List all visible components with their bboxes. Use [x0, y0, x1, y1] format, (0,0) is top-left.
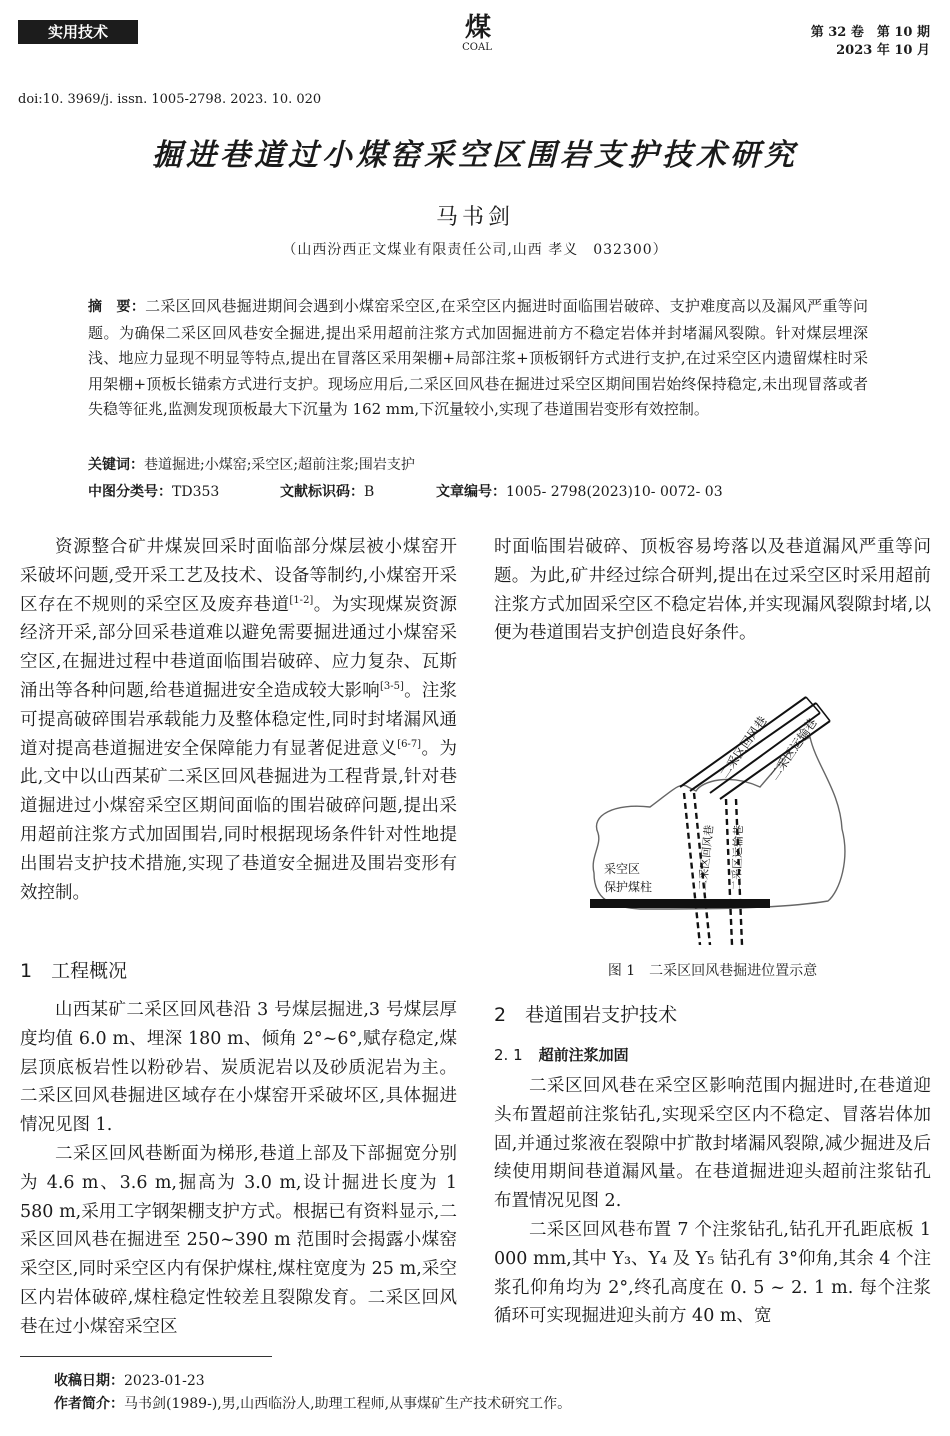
- clc-value: TD353: [172, 484, 220, 500]
- clc-label: 中图分类号：: [88, 484, 172, 500]
- received-value: 2023-01-23: [124, 1373, 205, 1389]
- doc-label: 文献标识码：: [280, 484, 364, 500]
- abstract-label: 摘 要：: [88, 299, 146, 315]
- section-1-heading: 1 工程概况: [20, 960, 128, 982]
- protection-pillar: [590, 899, 770, 908]
- figure-1-caption: 图 1 二采区回风巷掘进位置示意: [607, 963, 818, 979]
- intro-text-d: 。为此,文中以山西某矿二采区回风巷掘进为工程背景,针对巷道掘进过小煤窑采空区期间面临的围岩破碎问题,提出采用超前注浆方式加固围岩,同时根据现场条件针对性地提出围岩支护技术措施,实现了巷道安全掘进及围岩变形有效控制。: [20, 738, 457, 903]
- author-affiliation: （山西汾西正文煤业有限责任公司,山西 孝义 032300）: [282, 242, 668, 258]
- keywords-label: 关键词：: [88, 457, 144, 473]
- intro-text-b: 。为实现煤炭资源经济开采,部分回采巷道难以避免需要掘进通过小煤窑采空区,在掘进过程中巷道面临围岩破碎、应力复杂、瓦斯涌出等各种问题,给巷道掘进安全造成较大影响: [20, 594, 458, 701]
- section-2-1-paragraph-1: 二采区回风巷在采空区影响范围内掘进时,在巷道迎头布置超前注浆钻孔,实现采空区内不稳定、冒落岩体加固,并通过浆液在裂隙中扩散封堵漏风裂隙,减少掘进及后续使用期间巷道漏风量。在巷道掘进迎头超前注浆钻孔布置情况见图 2.: [494, 1076, 931, 1212]
- author-bio-label: 作者简介：: [54, 1396, 124, 1412]
- journal-logo: [448, 14, 506, 54]
- column-2-top: [494, 533, 931, 648]
- author-bio: [54, 1393, 571, 1413]
- section-1-body: [20, 996, 457, 1342]
- keywords-text: 巷道掘进;小煤窑;采空区;超前注浆;围岩支护: [144, 457, 415, 473]
- continued-paragraph: 时面临围岩破碎、顶板容易垮落以及巷道漏风严重等问题。为此,矿井经过综合研判,提出在过采空区时采用超前注浆方式加固采空区不稳定岩体,并实现漏风裂隙封堵,以便为巷道围岩支护创造良好条件。: [494, 537, 931, 644]
- author-name: 马书剑: [435, 205, 514, 230]
- journal-logo-mark: 煤: [464, 13, 489, 43]
- keywords: [88, 454, 415, 474]
- figure-1-diagram: [580, 695, 850, 945]
- paper-title: 掘进巷道过小煤窑采空区围岩支护技术研究: [152, 138, 798, 173]
- volume-info: [811, 24, 930, 60]
- intro-text-a: 资源整合矿井煤炭回采时面临部分煤层被小煤窑开采破坏问题,受开采工艺及技术、设备等制约,小煤窑开采区存在不规则的采空区及废弃巷道: [20, 537, 457, 615]
- abstract-text: 二采区回风巷掘进期间会遇到小煤窑采空区,在采空区内掘进时面临围岩破碎、支护难度高以及漏风严重等问题。为确保二采区回风巷安全掘进,提出采用超前注浆方式加固掘进前方不稳定岩体并封堵漏风裂隙。针对煤层埋深浅、地应力显现不明显等特点,提出在冒落区采用架棚+局部注浆+顶板钢钎方式进行支护,在过采空区内遗留煤柱时采用架棚+顶板长锚索方式进行支护。现场应用后,二采区回风巷在掘进过采空区期间围岩始终保持稳定,未出现冒落或者失稳等征兆,监测发现顶板最大下沉量为 162 mm,下沉量较小,实现了巷道围岩变形有效控制。: [88, 297, 869, 418]
- citation: [6-7]: [397, 738, 422, 750]
- intro-paragraph: [20, 533, 457, 907]
- label-pillar-2: 保护煤柱: [604, 880, 653, 894]
- label-branch-return: 二采区回风巷: [696, 824, 716, 892]
- section-2-1-number: 2. 1: [494, 1046, 523, 1064]
- doc-value: B: [364, 484, 375, 500]
- label-pillar-1: 采空区: [604, 862, 641, 876]
- citation: [3-5]: [379, 681, 404, 693]
- section-2-1-heading: [494, 1044, 629, 1065]
- label-main-return: 二采区回风巷: [716, 713, 770, 781]
- clc-code: [88, 481, 219, 501]
- intro-text-c: 。注浆可提高破碎围岩承载能力及整体稳定性,同时封堵漏风通道对提高巷道掘进安全保障能力有显著促进意义: [20, 680, 458, 759]
- doi: doi:10. 3969/j. issn. 1005-2798. 2023. 10. 020: [18, 92, 322, 107]
- section-1-paragraph-2: 二采区回风巷断面为梯形,巷道上部及下部掘宽分别为 4.6 m、3.6 m,掘高为 3.0 m,设计掘进长度为 1 580 m,采用工字钢架棚支护方式。根据已有资料显示,二采区回风巷在掘进至 250~390 m 范围时会揭露小煤窑采空区,同时采空区内有保护煤柱,煤柱宽度为 25 m,采空区内岩体破碎,煤柱稳定性较差且裂隙发育。二采区回风巷在过小煤窑采空区: [20, 1143, 457, 1337]
- label-branch-transport: 二采区运输巷: [730, 824, 746, 892]
- article-value: 1005- 2798(2023)10- 0072- 03: [506, 484, 723, 500]
- document-code: [280, 481, 374, 501]
- article-label: 文章编号：: [436, 484, 506, 500]
- section-2-1-title: 超前注浆加固: [538, 1046, 629, 1064]
- volume-issue: 第 32 卷 第 10 期: [810, 25, 930, 40]
- article-number: [436, 481, 723, 501]
- received-label: 收稿日期：: [54, 1373, 124, 1389]
- section-2-1-paragraph-2: 二采区回风巷布置 7 个注浆钻孔,钻孔开孔距底板 1 000 mm,其中 Y₃、Y₄ 及 Y₅ 钻孔有 3°仰角,其余 4 个注浆孔仰角均为 2°,终孔高度在 0. 5 ~ 2. 1 m. 每个注浆循环可实现掘进迎头前方 40 m、宽: [494, 1219, 931, 1327]
- section-2-1-body: [494, 1072, 931, 1331]
- journal-logo-en: COAL: [462, 42, 492, 53]
- author-bio-value: 马书剑(1989-),男,山西临汾人,助理工程师,从事煤矿生产技术研究工作。: [124, 1396, 572, 1412]
- section-1-paragraph-1: 山西某矿二采区回风巷沿 3 号煤层掘进,3 号煤层厚度均值 6.0 m、埋深 180 m、倾角 2°~6°,赋存稳定,煤层顶底板岩性以粉砂岩、炭质泥岩以及砂质泥岩为主。二采区回风巷掘进区域存在小煤窑开采破坏区,具体掘进情况见图 1.: [20, 1000, 457, 1136]
- label-main-transport: 二采区运输巷: [766, 715, 820, 783]
- footnote-rule: [20, 1356, 272, 1357]
- section-tag: 实用技术: [18, 20, 138, 44]
- abstract: [88, 294, 868, 423]
- received-date: [54, 1370, 205, 1390]
- citation: [1-2]: [289, 594, 314, 606]
- intro-column: [20, 533, 457, 907]
- section-2-heading: 2 巷道围岩支护技术: [494, 1004, 678, 1026]
- issue-date: 2023 年 10 月: [836, 43, 930, 58]
